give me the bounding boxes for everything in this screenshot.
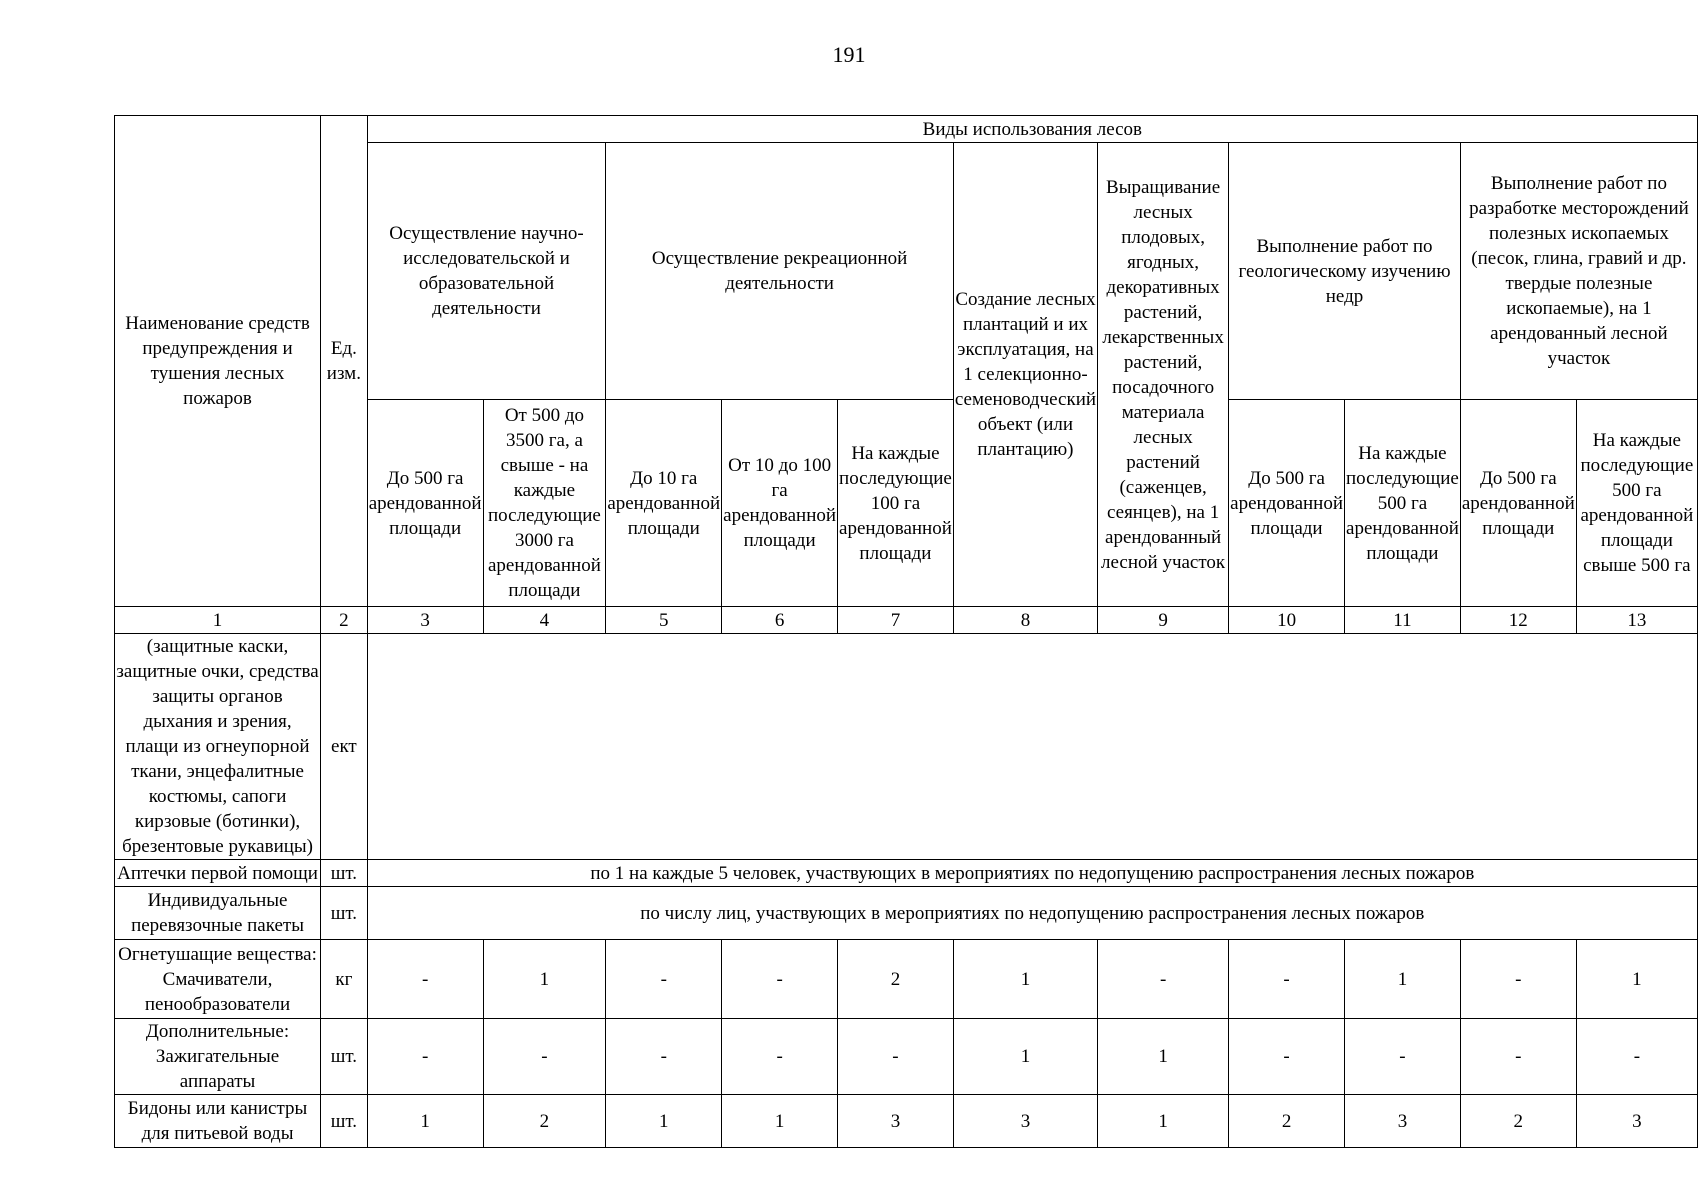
row-unit: кг [321,940,368,1019]
row-unit: шт. [321,887,368,940]
table-row [115,940,1698,1019]
value-cell: - [1229,1019,1345,1095]
value-cell: - [722,1019,838,1095]
value-cell: 3 [953,1095,1097,1148]
row-empty-span [367,634,1697,860]
row-span-text: по числу лиц, участвующих в мероприятиях по недопущению распространения лесных пожаров [367,887,1697,940]
value-cell: - [1460,1019,1576,1095]
sub-header: До 500 га арендованной площади [367,400,483,607]
value-cell: - [838,1019,954,1095]
column-number: 3 [367,607,483,634]
row-unit: ект [321,634,368,860]
column-number: 4 [483,607,606,634]
table-row [115,1019,1698,1095]
row-span-text: по 1 на каждые 5 человек, участвующих в мероприятиях по недопущению распространения лесных пожаров [367,860,1697,887]
group-mining: Выполнение работ по разработке месторождений полезных ископаемых (песок, глина, гравий и др. твердые полезные ископаемые), на 1 арендованный лесной участок [1460,143,1697,400]
column-number: 11 [1345,607,1461,634]
value-cell: - [606,1019,722,1095]
row-name: Аптечки первой помощи [115,860,321,887]
value-cell: 2 [483,1095,606,1148]
group-geology: Выполнение работ по геологическому изучению недр [1229,143,1461,400]
group-research-education: Осуществление научно-исследовательской и образовательной деятельности [367,143,606,400]
header-unit-column: Ед. изм. [321,116,368,607]
column-number: 8 [953,607,1097,634]
value-cell: 1 [367,1095,483,1148]
column-number: 1 [115,607,321,634]
value-cell: - [1098,940,1229,1019]
group-plantations: Создание лесных плантаций и их эксплуатация, на 1 селекционно-семеноводческий объект (или плантацию) [953,143,1097,607]
value-cell: - [483,1019,606,1095]
value-cell: - [1460,940,1576,1019]
value-cell: - [1576,1019,1697,1095]
table-row [115,634,1698,860]
column-number: 12 [1460,607,1576,634]
column-number: 2 [321,607,368,634]
value-cell: 1 [722,1095,838,1148]
sub-header: От 500 до 3500 га, а свыше - на каждые последующие 3000 га арендованной площади [483,400,606,607]
column-number: 13 [1576,607,1697,634]
value-cell: 1 [953,940,1097,1019]
sub-header: На каждые последующие 500 га арендованной площади свыше 500 га [1576,400,1697,607]
header-title: Виды использования лесов [367,116,1697,143]
value-cell: 1 [1345,940,1461,1019]
table-row [115,887,1698,940]
column-number: 7 [838,607,954,634]
value-cell: - [367,940,483,1019]
sub-header: До 500 га арендованной площади [1460,400,1576,607]
group-recreation: Осуществление рекреационной деятельности [606,143,954,400]
value-cell: 1 [1576,940,1697,1019]
sub-header: От 10 до 100 га арендованной площади [722,400,838,607]
value-cell: 3 [838,1095,954,1148]
sub-header: До 10 га арендованной площади [606,400,722,607]
value-cell: 3 [1576,1095,1697,1148]
sub-header: До 500 га арендованной площади [1229,400,1345,607]
value-cell: - [367,1019,483,1095]
column-number: 5 [606,607,722,634]
column-number: 6 [722,607,838,634]
value-cell: 1 [483,940,606,1019]
row-name: Дополнительные: Зажигательные аппараты [115,1019,321,1095]
value-cell: - [1229,940,1345,1019]
column-number: 10 [1229,607,1345,634]
row-unit: шт. [321,1095,368,1148]
row-name: (защитные каски, защитные очки, средства защиты органов дыхания и зрения, плащи из огнеупорной ткани, энцефалитные костюмы, сапоги кирзовые (ботинки), брезентовые рукавицы) [115,634,321,860]
value-cell: 1 [606,1095,722,1148]
value-cell: - [1345,1019,1461,1095]
page-number: 191 [832,42,866,67]
row-unit: шт. [321,860,368,887]
sub-header: На каждые последующие 100 га арендованной площади [838,400,954,607]
value-cell: - [722,940,838,1019]
row-unit: шт. [321,1019,368,1095]
row-name: Огнетушащие вещества: Смачиватели, пенообразователи [115,940,321,1019]
row-name: Индивидуальные перевязочные пакеты [115,887,321,940]
value-cell: 2 [1460,1095,1576,1148]
value-cell: 2 [1229,1095,1345,1148]
value-cell: 1 [1098,1019,1229,1095]
row-name: Бидоны или канистры для питьевой воды [115,1095,321,1148]
header-name-column: Наименование средств предупреждения и тушения лесных пожаров [115,116,321,607]
table-row [115,1095,1698,1148]
value-cell: 3 [1345,1095,1461,1148]
value-cell: - [606,940,722,1019]
value-cell: 2 [838,940,954,1019]
value-cell: 1 [953,1019,1097,1095]
sub-header: На каждые последующие 500 га арендованной площади [1345,400,1461,607]
value-cell: 1 [1098,1095,1229,1148]
group-cultivation: Выращивание лесных плодовых, ягодных, декоративных растений, лекарственных растений, посадочного материала лесных растений (саженцев, сеянцев), на 1 арендованный лесной участок [1098,143,1229,607]
fire-equipment-table [114,115,1698,1148]
table-row [115,860,1698,887]
column-number: 9 [1098,607,1229,634]
